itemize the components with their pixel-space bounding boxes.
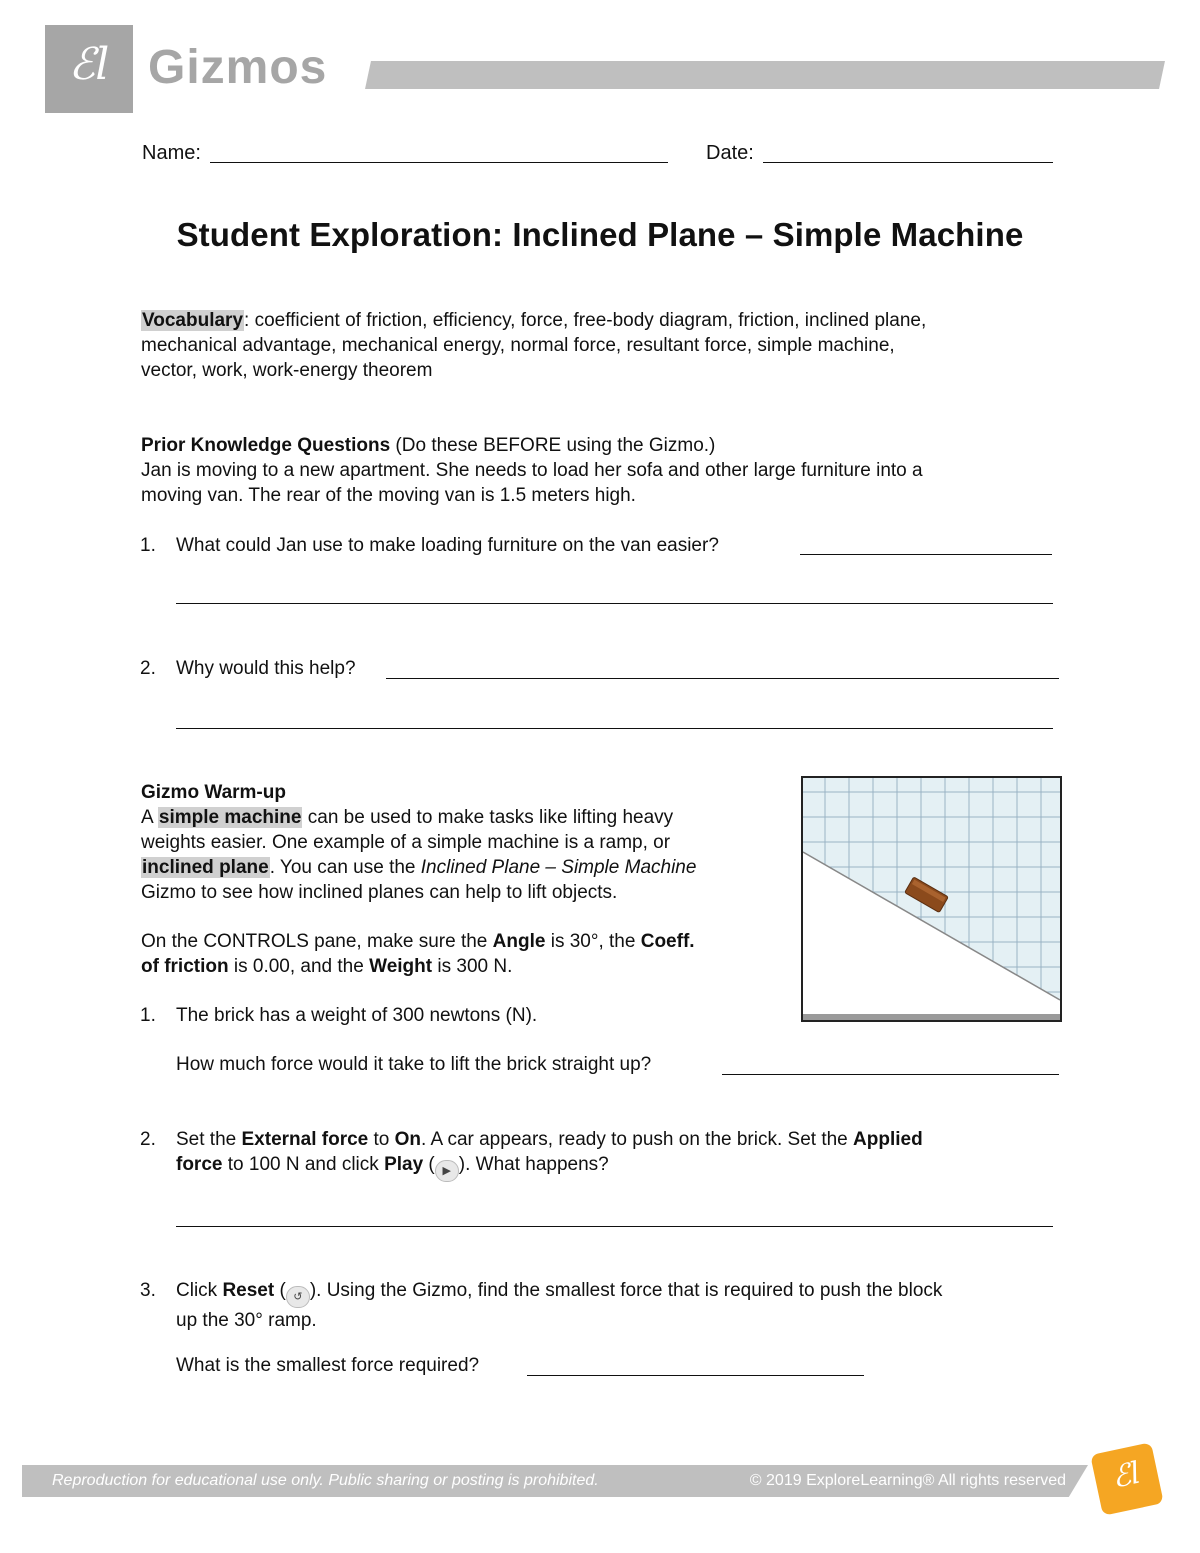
warmup-text: is 30°, the (545, 931, 641, 952)
warmup-text: On the CONTROLS pane, make sure the (141, 931, 493, 952)
vocabulary-line2: mechanical advantage, mechanical energy, normal force, resultant force, simple machine, (141, 335, 895, 356)
on-term: On (394, 1129, 422, 1150)
warmup-text: to 100 N and click (222, 1154, 385, 1175)
warmup-q3-text (176, 1278, 1061, 1333)
friction-term: of friction (141, 956, 229, 977)
warmup-text: . You can use the (269, 857, 421, 878)
warmup-text: ). What happens? (458, 1154, 609, 1175)
warmup-text: ( (423, 1154, 435, 1175)
brand-name: Gizmos (148, 41, 328, 94)
force-term: force (176, 1154, 223, 1175)
prior-q2-number: 2. (140, 658, 156, 679)
warmup-q1-subquestion: How much force would it take to lift the brick straight up? (176, 1054, 652, 1075)
footer-copyright: © 2019 ExploreLearning® All rights reserved (749, 1472, 1066, 1489)
prior-knowledge-block (141, 433, 1071, 508)
gizmo-name: Inclined Plane – Simple Machine (420, 857, 697, 878)
name-label: Name: (142, 142, 201, 164)
warmup-q3-subquestion: What is the smallest force required? (176, 1355, 480, 1376)
term-inclined-plane: inclined plane (142, 857, 269, 878)
prior-q2-answer-line[interactable] (386, 678, 1059, 679)
warmup-text: Click (176, 1280, 223, 1301)
warmup-text: can be used to make tasks like lifting heavy (302, 807, 674, 828)
date-label: Date: (706, 142, 754, 164)
applied-term: Applied (853, 1129, 923, 1150)
play-term: Play (384, 1154, 424, 1175)
prior-q1-answer-line-2[interactable] (176, 603, 1053, 604)
warmup-q2-answer-line[interactable] (176, 1226, 1053, 1227)
warmup-text: up the 30° ramp. (176, 1310, 317, 1331)
warmup-q2-number: 2. (140, 1129, 156, 1150)
name-field[interactable] (210, 162, 668, 163)
warmup-q3-number: 3. (140, 1280, 156, 1301)
warmup-controls-instructions (141, 929, 791, 979)
warmup-text: Set the (176, 1129, 242, 1150)
gizmos-logo (45, 25, 133, 113)
prior-q1-text: What could Jan use to make loading furniture on the van easier? (176, 535, 719, 556)
warmup-q1-answer-line[interactable] (722, 1074, 1059, 1075)
prior-q2-answer-line-2[interactable] (176, 728, 1053, 729)
play-icon: ▶ (435, 1160, 459, 1182)
reset-term: Reset (222, 1280, 275, 1301)
date-field[interactable] (763, 162, 1053, 163)
warmup-text: ). Using the Gizmo, find the smallest force that is required to push the block (309, 1280, 943, 1301)
warmup-heading: Gizmo Warm-up (141, 782, 286, 803)
external-force-term: External force (241, 1129, 369, 1150)
vocabulary-line3: vector, work, work-energy theorem (141, 360, 433, 381)
prior-line2: moving van. The rear of the moving van is 1.5 meters high. (141, 485, 636, 506)
prior-heading-note: (Do these BEFORE using the Gizmo.) (390, 435, 716, 456)
warmup-text: Gizmo to see how inclined planes can help to lift objects. (141, 882, 618, 903)
prior-q2-text: Why would this help? (176, 658, 356, 679)
warmup-text: is 300 N. (432, 956, 513, 977)
warmup-intro (141, 780, 791, 905)
warmup-text: weights easier. One example of a simple machine is a ramp, or (141, 832, 671, 853)
vocabulary-line1: : coefficient of friction, efficiency, force, free-body diagram, friction, inclined plane, (244, 310, 927, 331)
footer-logo-mark: ℰl (1109, 1455, 1144, 1496)
vocabulary-label: Vocabulary (142, 310, 244, 331)
explorelearning-logo (1090, 1442, 1164, 1516)
prior-line1: Jan is moving to a new apartment. She needs to load her sofa and other large furniture into a (141, 460, 923, 481)
vocabulary-block (141, 308, 1061, 383)
warmup-q1-number: 1. (140, 1005, 156, 1026)
logo-mark: ℰl (68, 39, 110, 90)
ground (803, 1014, 1060, 1020)
warmup-text: is 0.00, and the (228, 956, 370, 977)
angle-term: Angle (492, 931, 546, 952)
prior-q1-answer-line[interactable] (800, 554, 1052, 555)
coeff-term: Coeff. (640, 931, 695, 952)
reset-icon: ↺ (286, 1286, 310, 1308)
warmup-text: . A car appears, ready to push on the brick. Set the (421, 1129, 854, 1150)
warmup-text: to (368, 1129, 395, 1150)
weight-term: Weight (369, 956, 433, 977)
footer-notice: Reproduction for educational use only. Public sharing or posting is prohibited. (52, 1472, 599, 1489)
inclined-plane-image (801, 776, 1062, 1022)
warmup-text: ( (274, 1280, 286, 1301)
inclined-plane-brick-image (803, 778, 1060, 1020)
prior-heading: Prior Knowledge Questions (141, 435, 391, 456)
warmup-text: A (141, 807, 158, 828)
warmup-q3-answer-line[interactable] (527, 1375, 864, 1376)
warmup-q1-text: The brick has a weight of 300 newtons (N). (176, 1005, 538, 1026)
prior-q1-number: 1. (140, 535, 156, 556)
header-bar (365, 61, 1165, 89)
warmup-q2-text (176, 1127, 1056, 1182)
term-simple-machine: simple machine (158, 807, 302, 828)
page-title: Student Exploration: Inclined Plane – Simple Machine (176, 216, 1024, 253)
